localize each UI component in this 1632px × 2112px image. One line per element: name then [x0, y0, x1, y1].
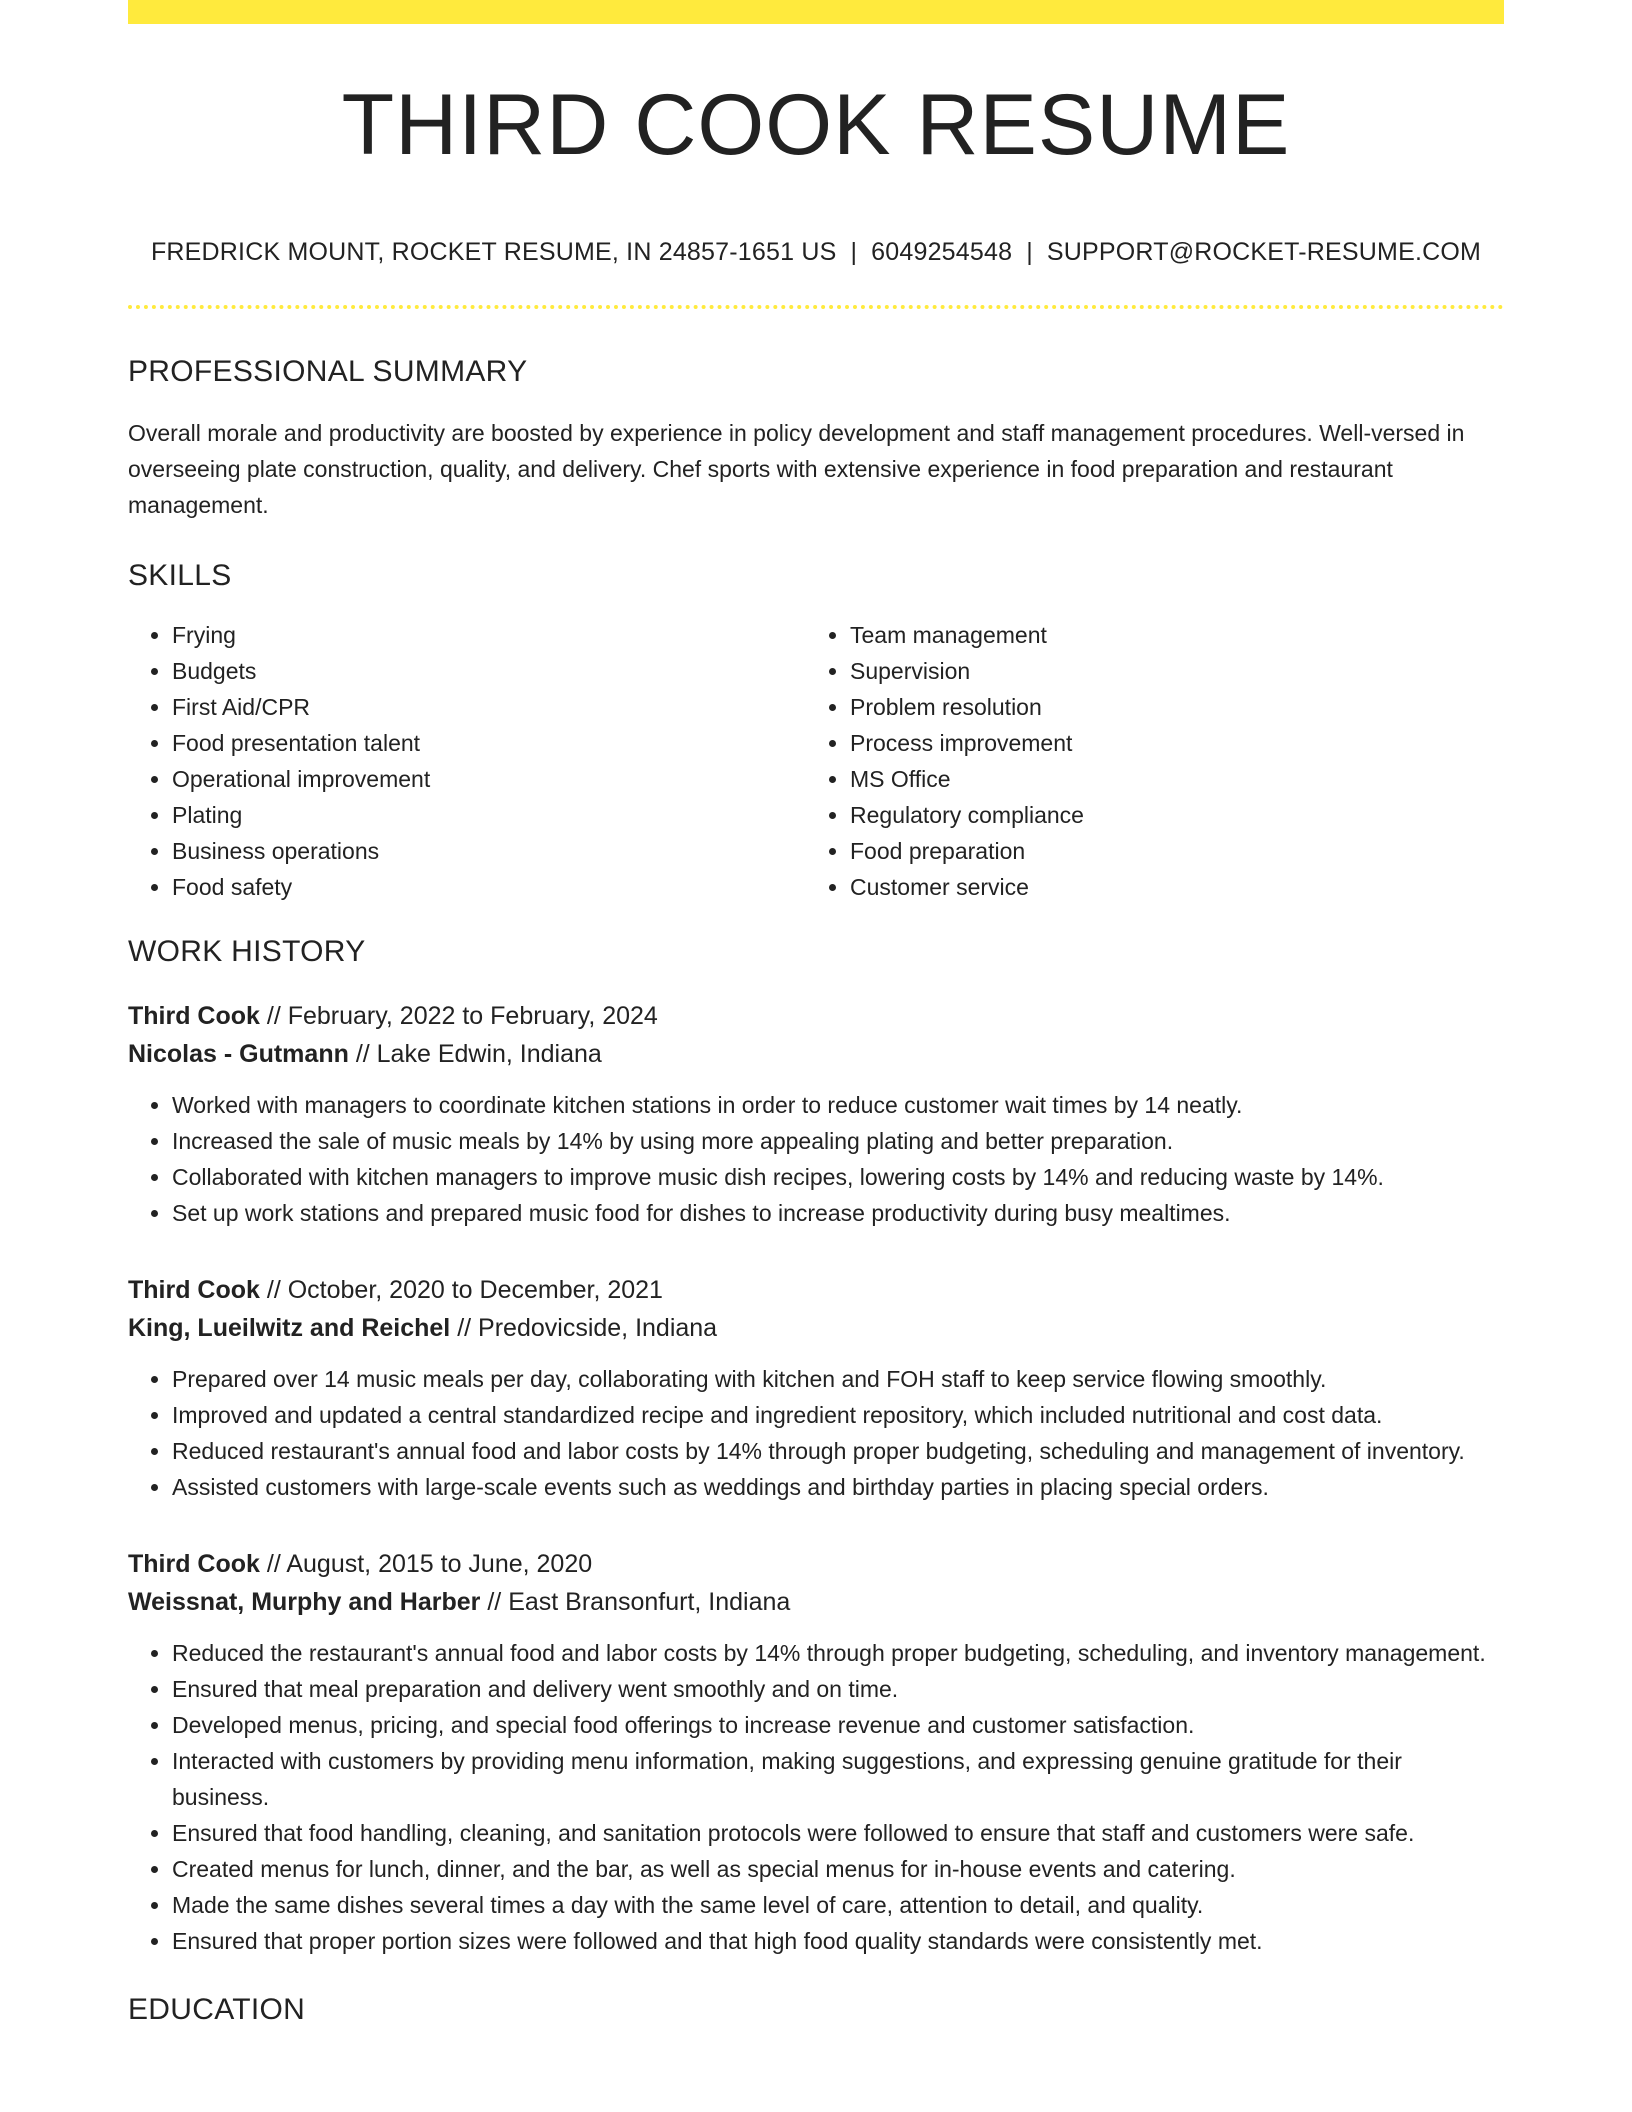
skill-item: • First Aid/CPR — [172, 689, 806, 725]
contact-separator: | — [1026, 238, 1033, 266]
job-bullets — [128, 1361, 1504, 1505]
resume-page — [128, 0, 1504, 2027]
job-role: Third Cook — [128, 1550, 260, 1578]
job-company: Weissnat, Murphy and Harber — [128, 1588, 481, 1616]
job-bullet: • Assisted customers with large-scale events such as weddings and birthday parties in placing special orders. — [172, 1469, 1504, 1505]
skill-item: • Food presentation talent — [172, 725, 806, 761]
education-heading: EDUCATION — [128, 1993, 306, 2026]
job-entry — [128, 1271, 1504, 1505]
summary-heading: PROFESSIONAL SUMMARY — [128, 355, 528, 388]
job-location: // Predovicside, Indiana — [450, 1314, 718, 1342]
skills-heading: SKILLS — [128, 559, 232, 592]
job-role: Third Cook — [128, 1002, 260, 1030]
job-bullet: • Interacted with customers by providing menu information, making suggestions, and expressing genuine gratitude for their business. — [172, 1743, 1504, 1815]
job-title-line — [128, 997, 1504, 1035]
skill-item: • Problem resolution — [850, 689, 1484, 725]
accent-top-bar — [128, 0, 1504, 24]
job-bullet: • Prepared over 14 music meals per day, collaborating with kitchen and FOH staff to keep service flowing smoothly. — [172, 1361, 1504, 1397]
skill-item: • Business operations — [172, 833, 806, 869]
job-dates: // February, 2022 to February, 2024 — [259, 1002, 658, 1030]
contact-separator: | — [850, 238, 858, 266]
job-dates: // October, 2020 to December, 2021 — [259, 1276, 663, 1304]
job-company-line — [128, 1035, 1504, 1073]
skill-item: • Process improvement — [850, 725, 1484, 761]
skill-item: • MS Office — [850, 761, 1484, 797]
skills-column-right — [806, 617, 1484, 905]
job-bullet: • Ensured that food handling, cleaning, and sanitation protocols were followed to ensure that staff and customers were safe. — [172, 1815, 1504, 1851]
skill-item: • Food preparation — [850, 833, 1484, 869]
job-bullet: • Reduced the restaurant's annual food and labor costs by 14% through proper budgeting, scheduling, and inventory management. — [172, 1635, 1504, 1671]
job-company: Nicolas - Gutmann — [128, 1040, 349, 1068]
summary-text: Overall morale and productivity are boosted by experience in policy development and staff management procedures. Well-versed in overseeing plate construction, quality, and delivery. Chef sports with extensive experience in food preparation and restaurant management. — [128, 420, 1465, 518]
resume-title: THIRD COOK RESUME — [341, 77, 1291, 173]
skill-item: • Team management — [850, 617, 1484, 653]
contact-email[interactable]: SUPPORT@ROCKET-RESUME.COM — [1046, 238, 1482, 266]
job-dates: // August, 2015 to June, 2020 — [259, 1550, 593, 1578]
job-role: Third Cook — [128, 1276, 260, 1304]
job-title-line — [128, 1545, 1504, 1583]
contact-line — [128, 238, 1504, 267]
job-bullet: • Made the same dishes several times a day with the same level of care, attention to detail, and quality. — [172, 1887, 1504, 1923]
job-bullet: • Reduced restaurant's annual food and labor costs by 14% through proper budgeting, scheduling and management of inventory. — [172, 1433, 1504, 1469]
job-bullet: • Improved and updated a central standardized recipe and ingredient repository, which included nutritional and cost data. — [172, 1397, 1504, 1433]
skill-item: • Customer service — [850, 869, 1484, 905]
dotted-divider — [128, 305, 1504, 309]
job-bullet: • Ensured that meal preparation and delivery went smoothly and on time. — [172, 1671, 1504, 1707]
job-location: // Lake Edwin, Indiana — [348, 1040, 602, 1068]
skills-column-left — [128, 617, 806, 905]
job-company-line — [128, 1309, 1504, 1347]
job-bullets — [128, 1087, 1504, 1231]
job-bullets — [128, 1635, 1504, 1959]
job-location: // East Bransonfurt, Indiana — [480, 1588, 791, 1616]
skill-item: • Frying — [172, 617, 806, 653]
job-bullet: • Created menus for lunch, dinner, and the bar, as well as special menus for in-house events and catering. — [172, 1851, 1504, 1887]
skill-item: • Operational improvement — [172, 761, 806, 797]
job-bullet: • Ensured that proper portion sizes were followed and that high food quality standards were consistently met. — [172, 1923, 1504, 1959]
contact-phone[interactable]: 6049254548 — [871, 238, 1013, 266]
job-bullet: • Increased the sale of music meals by 14% by using more appealing plating and better preparation. — [172, 1123, 1504, 1159]
job-bullet: • Set up work stations and prepared music food for dishes to increase productivity during busy mealtimes. — [172, 1195, 1504, 1231]
skill-item: • Supervision — [850, 653, 1484, 689]
work-history-heading: WORK HISTORY — [128, 935, 366, 968]
skills-list — [128, 617, 1504, 905]
job-company-line — [128, 1583, 1504, 1621]
job-bullet: • Developed menus, pricing, and special food offerings to increase revenue and customer satisfaction. — [172, 1707, 1504, 1743]
job-entry — [128, 997, 1504, 1231]
job-bullet: • Collaborated with kitchen managers to improve music dish recipes, lowering costs by 14% and reducing waste by 14%. — [172, 1159, 1504, 1195]
job-company: King, Lueilwitz and Reichel — [128, 1314, 451, 1342]
skill-item: • Plating — [172, 797, 806, 833]
job-title-line — [128, 1271, 1504, 1309]
job-entry — [128, 1545, 1504, 1959]
contact-address: FREDRICK MOUNT, ROCKET RESUME, IN 24857-1651 US — [150, 238, 837, 266]
skill-item: • Budgets — [172, 653, 806, 689]
job-bullet: • Worked with managers to coordinate kitchen stations in order to reduce customer wait times by 14 neatly. — [172, 1087, 1504, 1123]
skill-item: • Regulatory compliance — [850, 797, 1484, 833]
skill-item: • Food safety — [172, 869, 806, 905]
